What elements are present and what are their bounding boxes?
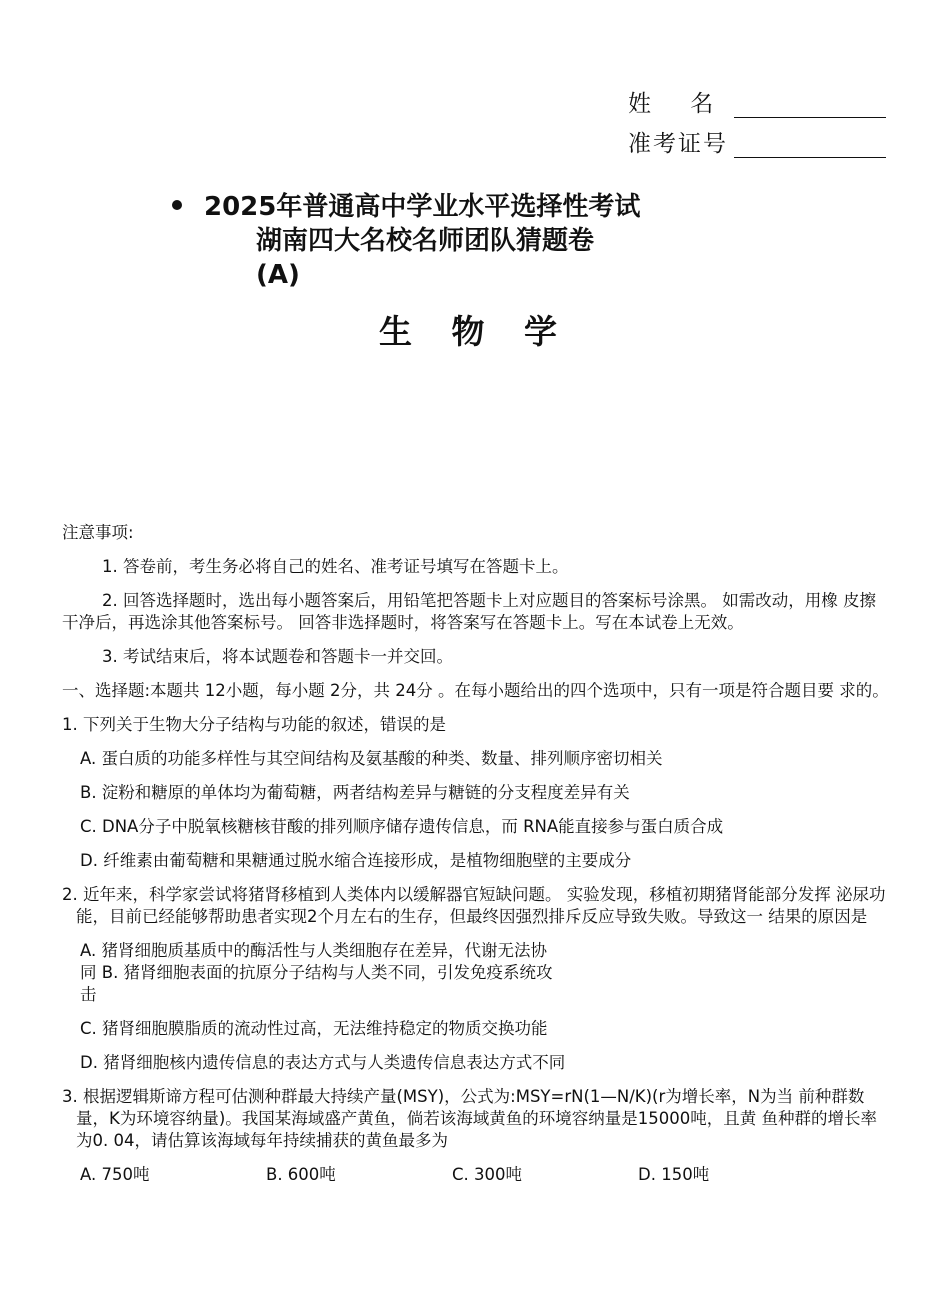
title-line-2: 湖南四大名校名师团队猜题卷 (256, 226, 595, 256)
bullet-icon (172, 200, 182, 210)
notice-item: 2. 回答选择题时，选出每小题答案后，用铅笔把答题卡上对应题目的答案标号涂黑。 如需改动，用橡 皮擦干净后，再选涂其他答案标号。 回答非选择题时，将答案写在答题卡上。写在本试卷上无效。 (62, 591, 876, 632)
section-heading: 一、选择题:本题共 12小题，每小题 2分，共 24分 。在每小题给出的四个选项中，只有一项是符合题目要 求的。 (62, 681, 889, 700)
option: A. 蛋白质的功能多样性与其空间结构及氨基酸的种类、数量、排列顺序密切相关 (80, 749, 663, 768)
title-line-3: (A) (256, 260, 300, 290)
option: 同 B. 猪肾细胞表面的抗原分子结构与人类不同，引发免疫系统攻 (80, 963, 553, 982)
exam-content (62, 522, 892, 1186)
subject-title: 生 物 学 (379, 312, 571, 351)
option: B. 淀粉和糖原的单体均为葡萄糖，两者结构差异与糖链的分支程度差异有关 (80, 783, 630, 802)
id-row (628, 118, 886, 158)
notice-heading: 注意事项: (62, 523, 134, 542)
option: C. 猪肾细胞膜脂质的流动性过高，无法维持稳定的物质交换功能 (80, 1019, 548, 1038)
question-stem: 2. 近年来，科学家尝试将猪肾移植到人类体内以缓解器官短缺问题。 实验发现，移植初期猪肾能部分发挥 泌尿功能，目前已经能够帮助患者实现2个月左右的生存，但最终因强烈排斥反应导致失败。导致这一 结果的原因是 (62, 885, 886, 926)
option: 击 (80, 985, 97, 1004)
notice-item: 1. 答卷前，考生务必将自己的姓名、准考证号填写在答题卡上。 (102, 557, 569, 576)
option: D. 猪肾细胞核内遗传信息的表达方式与人类遗传信息表达方式不同 (80, 1053, 566, 1072)
candidate-info (628, 78, 886, 158)
title-text-1: 2025年普通高中学业水平选择性考试 (204, 192, 641, 222)
name-row (628, 78, 886, 118)
option: A. 猪肾细胞质基质中的酶活性与人类细胞存在差异，代谢无法协 (80, 941, 547, 960)
question-stem: 3. 根据逻辑斯谛方程可估测种群最大持续产量(MSY)，公式为:MSY=rN(1—N/K)(r为增长率，N为当 前种群数量，K为环境容纳量)。我国某海域盛产黄鱼，倘若该海域黄鱼的环境容纳量是15000吨，且黄 鱼种群的增长率为0. 04，请估算该海域每年持续捕获的黄鱼最多为 (62, 1087, 877, 1150)
option: B. 600吨 (266, 1165, 336, 1184)
name-field[interactable] (734, 91, 886, 118)
exam-title (172, 190, 640, 292)
name-label: 姓 名 (628, 91, 716, 117)
id-field[interactable] (734, 131, 886, 158)
notice-item: 3. 考试结束后，将本试题卷和答题卡一并交回。 (102, 647, 453, 666)
id-label: 准考证号 (628, 131, 728, 157)
question-stem: 1. 下列关于生物大分子结构与功能的叙述，错误的是 (62, 715, 446, 734)
option: D. 150吨 (638, 1165, 710, 1184)
title-line-1 (172, 190, 640, 224)
option: C. DNA分子中脱氧核糖核苷酸的排列顺序储存遗传信息，而 RNA能直接参与蛋白质合成 (80, 817, 724, 836)
option: C. 300吨 (452, 1165, 523, 1184)
option: D. 纤维素由葡萄糖和果糖通过脱水缩合连接形成，是植物细胞壁的主要成分 (80, 851, 632, 870)
option-row (62, 1164, 892, 1186)
option: A. 750吨 (80, 1165, 150, 1184)
